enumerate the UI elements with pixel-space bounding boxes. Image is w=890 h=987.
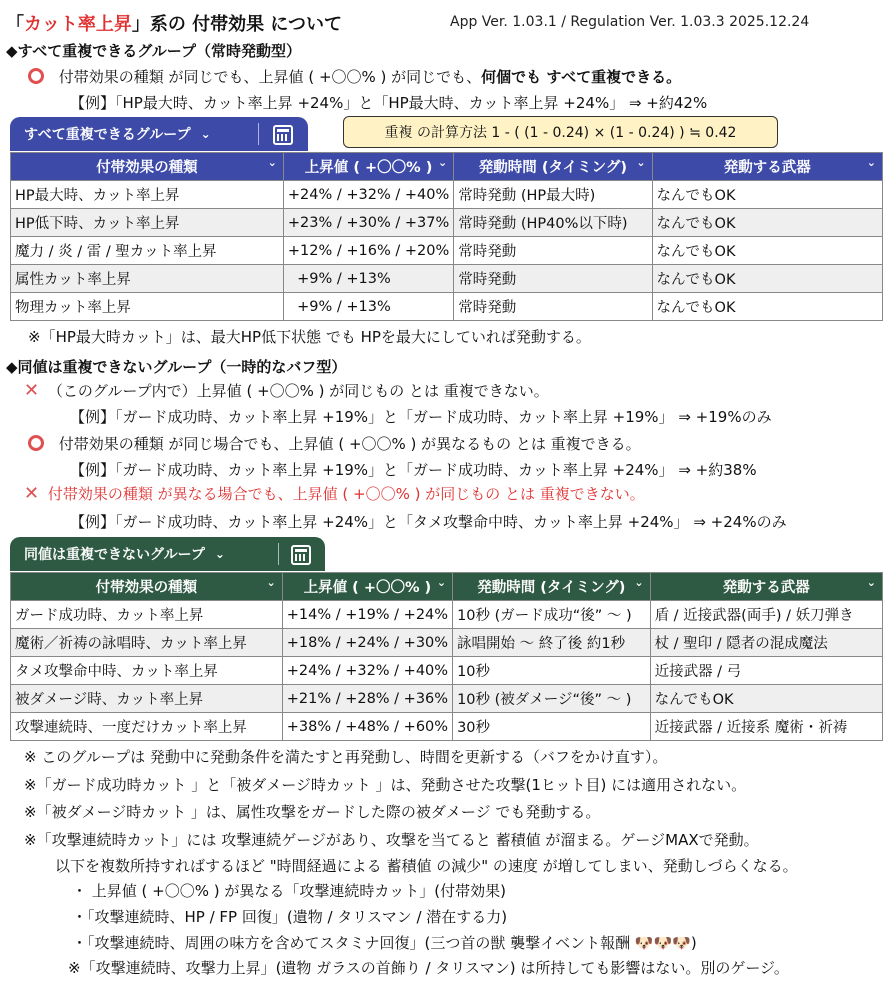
cell-timing: 10秒 (被ダメージ“後” 〜 ) <box>453 685 651 713</box>
table-all-stack <box>10 152 883 321</box>
section1-rule <box>28 66 681 87</box>
rule-text-a: 付帯効果の種類 が同じでも、上昇値 ( +〇〇% ) が同じでも、 <box>58 68 482 86</box>
table-row <box>11 237 883 265</box>
cell-type: 魔術／祈祷の詠唱時、カット率上昇 <box>11 629 283 657</box>
cell-value: +12% / +16% / +20% <box>283 237 453 265</box>
col-header-type[interactable]: 付帯効果の種類 ⌄ <box>11 573 283 601</box>
cross-icon: ✕ <box>24 380 40 401</box>
chevron-down-icon: ⌄ <box>636 156 646 169</box>
table-row <box>11 713 883 741</box>
title-bracket-open: 「 <box>6 14 24 35</box>
list-item: ・「攻撃連続時、HP / FP 回復」(遺物 / タリスマン / 潜在する力) <box>72 908 508 926</box>
cell-weapon: なんでもOK <box>652 293 882 321</box>
cell-timing: 常時発動 (HP40%以下時) <box>454 209 652 237</box>
cell-timing: 常時発動 (HP最大時) <box>454 181 652 209</box>
section2-note: ※「攻撃連続時カット」には 攻撃連続ゲージがあり、攻撃を当てると 蓄積値 が溜まる。ゲージMAXで発動。 <box>24 831 759 849</box>
cell-value: +21% / +28% / +36% <box>282 685 452 713</box>
cell-weapon: 近接武器 / 近接系 魔術・祈祷 <box>650 713 882 741</box>
tab-label: すべて重複できるグループ <box>24 127 191 143</box>
section2-example2: 【例】「ガード成功時、カット率上昇 +19%」と「ガード成功時、カット率上昇 +24%」 ⇒ +約38% <box>70 461 757 479</box>
list-item: ・「攻撃連続時、周囲の味方を含めてスタミナ回復」(三つ首の獣 襲撃イベント報酬 🐶🐶🐶) <box>72 934 697 952</box>
cell-timing: 10秒 (ガード成功“後” 〜 ) <box>453 601 651 629</box>
col-header-timing[interactable]: 発動時間 (タイミング) ⌄ <box>454 153 652 181</box>
section2-note: ※「被ダメージ時カット 」は、属性攻撃をガードした際の被ダメージ でも発動する。 <box>24 803 601 821</box>
section2-note: ※「ガード成功時カット 」と「被ダメージ時カット 」は、発動させた攻撃(1ヒット目) には適用されない。 <box>24 776 747 794</box>
col-header-value[interactable]: 上昇値 ( +〇〇% ) ⌄ <box>282 573 452 601</box>
section1-note: ※「HP最大時カット」は、最大HP低下状態 でも HPを最大にしていれば発動する。 <box>28 328 591 346</box>
col-header-weapon[interactable]: 発動する武器 ⌄ <box>652 153 882 181</box>
chevron-down-icon: ⌄ <box>436 576 447 589</box>
cell-type: タメ攻撃命中時、カット率上昇 <box>11 657 283 685</box>
cell-weapon: なんでもOK <box>650 685 882 713</box>
circle-icon <box>28 68 44 84</box>
circle-icon <box>28 435 44 451</box>
cell-weapon: なんでもOK <box>652 237 882 265</box>
cell-type: 物理カット率上昇 <box>11 293 284 321</box>
cell-value: +14% / +19% / +24% <box>282 601 452 629</box>
section2-rule3: ✕ 付帯効果の種類 が異なる場合でも、上昇値 ( +〇〇% ) が同じもの とは 重複できない。 <box>24 483 645 504</box>
section2-example1: 【例】「ガード成功時、カット率上昇 +19%」と「ガード成功時、カット率上昇 +19%」 ⇒ +19%のみ <box>70 408 772 426</box>
table-no-stack <box>10 572 883 741</box>
chevron-down-icon: ⌄ <box>267 156 277 169</box>
title-highlight: カット率上昇 <box>24 14 132 35</box>
col-header-value[interactable]: 上昇値 ( +〇〇% ) ⌄ <box>283 153 453 181</box>
cell-type: ガード成功時、カット率上昇 <box>11 601 283 629</box>
tab-separator <box>258 123 259 145</box>
cell-type: 攻撃連続時、一度だけカット率上昇 <box>11 713 283 741</box>
cell-value: +24% / +32% / +40% <box>282 657 452 685</box>
cell-timing: 詠唱開始 〜 終了後 約1秒 <box>453 629 651 657</box>
tab-no-stack-group[interactable] <box>10 537 325 571</box>
cross-icon: ✕ <box>24 483 40 504</box>
chevron-down-icon: ⌄ <box>266 576 276 589</box>
cell-value: +23% / +30% / +37% <box>283 209 453 237</box>
calculator-icon[interactable] <box>291 545 311 569</box>
cell-type: HP低下時、カット率上昇 <box>11 209 284 237</box>
chevron-down-icon: ⌄ <box>200 127 211 141</box>
cell-type: HP最大時、カット率上昇 <box>11 181 284 209</box>
cell-weapon: なんでもOK <box>652 181 882 209</box>
calc-method-box: 重複 の計算方法 1 - ( (1 - 0.24) × (1 - 0.24) ) ≒ 0.42 <box>343 116 778 148</box>
chevron-down-icon: ⌄ <box>214 547 225 561</box>
section2-rule2: 付帯効果の種類 が同じ場合でも、上昇値 ( +〇〇% ) が異なるもの とは 重複できる。 <box>28 433 641 454</box>
list-item: ・ 上昇値 ( +〇〇% ) が異なる「攻撃連続時カット」(付帯効果) <box>72 882 506 900</box>
table-row <box>11 181 883 209</box>
table-row <box>11 629 883 657</box>
title-rest: 」系の 付帯効果 について <box>131 14 343 35</box>
col-header-type[interactable]: 付帯効果の種類 ⌄ <box>11 153 284 181</box>
section2-rule1: ✕ （このグループ内で）上昇値 ( +〇〇% ) が同じもの とは 重複できない。 <box>24 380 549 401</box>
rule-text-b: 何個でも すべて重複できる。 <box>481 68 682 86</box>
section1-example: 【例】「HP最大時、カット率上昇 +24%」と「HP最大時、カット率上昇 +24%」 ⇒ +約42% <box>70 94 708 112</box>
chevron-down-icon: ⌄ <box>866 576 876 589</box>
cell-type: 魔力 / 炎 / 雷 / 聖カット率上昇 <box>11 237 284 265</box>
table-header-row <box>11 573 883 601</box>
section2-note: 以下を複数所持すればするほど "時間経過による 蓄積値 の減少" の速度 が増してしまい、発動しづらくなる。 <box>55 857 798 875</box>
chevron-down-icon: ⌄ <box>438 156 448 169</box>
section2-note: ※「攻撃連続時、攻撃力上昇」(遺物 ガラスの首飾り / タリスマン) は所持しても影響はない。別のゲージ。 <box>68 959 789 977</box>
cell-value: +24% / +32% / +40% <box>283 181 453 209</box>
tab-label: 同値は重複できないグループ <box>24 547 205 563</box>
chevron-down-icon: ⌄ <box>634 576 644 589</box>
tab-separator <box>278 543 279 565</box>
table-row <box>11 265 883 293</box>
cell-type: 属性カット率上昇 <box>11 265 284 293</box>
table-row <box>11 601 883 629</box>
cell-value: +38% / +48% / +60% <box>282 713 452 741</box>
page-title <box>6 10 342 36</box>
cell-weapon: なんでもOK <box>652 265 882 293</box>
tab-all-stack-group[interactable] <box>10 117 308 151</box>
version-info: App Ver. 1.03.1 / Regulation Ver. 1.03.3 2025.12.24 <box>450 14 810 30</box>
cell-weapon: 盾 / 近接武器(両手) / 妖刀弾き <box>650 601 882 629</box>
section2-example3: 【例】「ガード成功時、カット率上昇 +24%」と「タメ攻撃命中時、カット率上昇 +24%」 ⇒ +24%のみ <box>70 513 787 531</box>
chevron-down-icon: ⌄ <box>866 156 876 169</box>
cell-value: +18% / +24% / +30% <box>282 629 452 657</box>
calculator-icon[interactable] <box>273 125 293 149</box>
col-header-weapon[interactable]: 発動する武器 ⌄ <box>650 573 882 601</box>
cell-weapon: 近接武器 / 弓 <box>650 657 882 685</box>
table-row <box>11 657 883 685</box>
cell-timing: 常時発動 <box>454 265 652 293</box>
section2-heading: ◆同値は重複できないグループ（一時的なバフ型） <box>6 358 347 376</box>
table-row <box>11 293 883 321</box>
table-header-row <box>11 153 883 181</box>
cell-timing: 30秒 <box>453 713 651 741</box>
col-header-timing[interactable]: 発動時間 (タイミング) ⌄ <box>453 573 651 601</box>
cell-weapon: 杖 / 聖印 / 隠者の混成魔法 <box>650 629 882 657</box>
section1-heading: ◆すべて重複できるグループ（常時発動型） <box>6 42 302 60</box>
cell-timing: 10秒 <box>453 657 651 685</box>
section2-note: ※ このグループは 発動中に発動条件を満たすと再発動し、時間を更新する（バフをかけ直す）。 <box>24 748 668 766</box>
cell-value: +9% / +13% <box>283 265 453 293</box>
cell-value: +9% / +13% <box>283 293 453 321</box>
cell-timing: 常時発動 <box>454 237 652 265</box>
cell-type: 被ダメージ時、カット率上昇 <box>11 685 283 713</box>
cell-weapon: なんでもOK <box>652 209 882 237</box>
cell-timing: 常時発動 <box>454 293 652 321</box>
table-row <box>11 685 883 713</box>
table-row <box>11 209 883 237</box>
